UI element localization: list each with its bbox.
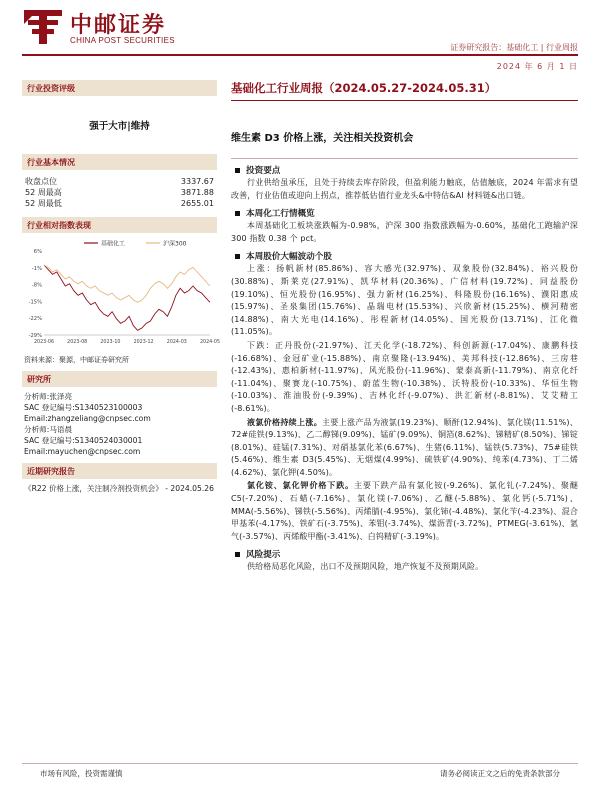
stat-row [22, 187, 217, 198]
analyst-email[interactable]: Email:zhangzeliang@cnpsec.com [24, 414, 151, 423]
stat-value: 3337.67 [180, 177, 214, 186]
y-tick-label: -22% [28, 316, 42, 323]
chart-source: 资料来源：聚源，中邮证券研究所 [24, 356, 129, 364]
legend-label: 基础化工 [101, 240, 126, 248]
paragraph: 上涨：扬帆新材(85.86%)、容大感光(32.97%)、双象股份(32.84%)、裕兴股份(30.88%)、斯莱克(27.91%)、凯华材料(20.36%)、广信材料(19.72%)、同益股份(19.10%)、恒光股份(16.95%)、强力新材(16.25%)、科隆股份(16.16%)、濮阳惠成(15.97%)、圣泉集团(15.76%)、晶瑞电材(15.53%)、兴欣新材(15.25%)、横河精密(14.88%)、南大光电(14.16%)、彤程新材(14.05%)、国光股份(13.71%)、江化微(11.05%)。 [231, 264, 578, 337]
analyst-email[interactable]: Email:mayuchen@cnpsec.com [24, 447, 141, 456]
main-content [231, 80, 578, 574]
rating-heading: 行业投资评级 [22, 80, 217, 96]
research-heading: 研究所 [22, 371, 217, 387]
section-heading: 本周股价大幅波动个股 [231, 250, 578, 262]
china-post-logo-icon [22, 6, 64, 46]
y-tick-label: 6% [33, 249, 42, 255]
stat-row [22, 198, 217, 209]
line-chart-svg [22, 235, 221, 353]
paragraph: 下跌：正丹股份(-21.97%)、江天化学(-18.72%)、科创新源(-17.04%)、康鹏科技(-16.68%)、金冠矿业(-15.88%)、南京聚隆(-13.94%)、美邦科技(-12.86%)、三房巷(-12.43%)、惠柏新材(-11.97%)、风光股份(-11.96%)、蒙泰高新(-11.79%)、南京化纤(-11.04%)、聚赛龙(-10.75%)、蔚蓝生物(-10.38%)、沃特股份(-10.33%)、华恒生物(-10.03%)、淮油股份(-9.39%)、吉林化纤(-9.07%)、洪汇新材(-8.81%)、艾艾精工(-8.61%)。 [231, 340, 578, 413]
company-logo [22, 6, 222, 50]
x-tick-label: 2024-05 [199, 340, 221, 345]
analyst-sac: SAC 登记编号:S1340523100003 [24, 403, 143, 412]
paragraph: 供给格局恶化风险，出口不及预期风险，地产恢复不及预期风险。 [247, 562, 484, 572]
report-subtitle: 维生素 D3 价格上涨，关注相关投资机会 [231, 133, 414, 144]
section-heading: 本周化工行情概览 [231, 207, 578, 219]
section-heading: 风险提示 [231, 548, 578, 560]
recent-reports-heading: 近期研究报告 [22, 463, 217, 479]
header-divider [22, 54, 578, 56]
stat-label: 52 周最高 [25, 188, 62, 197]
bold-lead: 液氯价格持续上涨。 [247, 417, 323, 427]
logo-text-en: CHINA POST SECURITIES [70, 36, 175, 45]
paragraph: 行业供给虽承压，且处于持续去库存阶段，但盈利能力触底，估值触底，2024 年需求有望改善，行业估值或迎向上拐点，推荐低估值行业龙头&中特估&AI 材料链&出口链。 [231, 178, 578, 200]
industry-rating: 强于大市|维持 [89, 121, 150, 132]
square-bullet-icon [235, 211, 240, 216]
basic-info-heading: 行业基本情况 [22, 154, 217, 170]
recent-report-link[interactable]: 《R22 价格上涨，关注制冷剂投资机会》 - 2024.05.26 [24, 484, 214, 493]
stat-value: 3871.88 [180, 188, 214, 197]
paragraph: 液氯价格持续上涨。主要上涨产品为液氯(19.23%)、顺酐(12.94%)、氯化镁(11.51%)、72#硅铁(9.13%)、乙二醇锑(9.09%)、锰矿(9.09%)、铜箔(8.62%)、锑精矿(8.50%)、锑锭(8.01%)、硅锰(7.31%)、对硝基氯化苯(6.67%)、生猪(6.11%)、锰铁(5.73%)、75#硅铁(5.46%)、维生素 D3(5.45%)、无烟煤(4.99%)、硫铁矿(4.90%)、纯苯(4.73%)、丁二烯(4.62%)、氯化钾(4.50%)。 [231, 417, 578, 477]
footer-divider [22, 763, 578, 764]
y-tick-label: -1% [31, 265, 42, 272]
square-bullet-icon [235, 168, 240, 173]
stat-row [22, 176, 217, 187]
relative-index-heading: 行业相对指数表现 [22, 217, 217, 233]
analyst-name: 分析师:马语晨 [24, 425, 73, 434]
report-type: 证券研究报告：基础化工 | 行业周报 [450, 43, 578, 52]
stat-label: 收盘点位 [25, 177, 57, 186]
square-bullet-icon [235, 552, 240, 557]
subtitle-divider [231, 158, 578, 159]
report-title: 基础化工行业周报（2024.05.27-2024.05.31） [231, 81, 497, 95]
footer-disclaimer-note: 请务必阅读正文之后的免责条款部分 [440, 769, 560, 778]
bold-lead: 氯化铵、氯化钾价格下跌。 [247, 481, 355, 491]
logo-text-cn: 中邮证券 [70, 13, 167, 38]
x-tick-label: 2024-03 [166, 340, 187, 345]
x-tick-label: 2023-06 [33, 340, 55, 345]
left-sidebar [22, 80, 221, 495]
paragraph: 氯化铵、氯化钾价格下跌。主要下跌产品有氯化铵(-9.26%)、氯化钆(-7.24%)、聚醚 C5(-7.20%)、石蜡(-7.16%)、氯化镁(-7.06%)、乙醚(-5.88%)、氯化钙(-5.71%)、MMA(-5.56%)、锑铁(-5.56%)、丙烯腈(-4.95%)、氯化铈(-4.48%)、氯化苄(-4.23%)、混合甲基苯(-4.17%)、铁矿石(-3.75%)、苯钼(-3.74%)、煤沥青(-3.72%)、PTMEG(-3.61%)、氩气(-3.57%)、丙烯酸甲酯(-3.41%)、白钨精矿(-3.19%)。 [231, 481, 578, 541]
analyst-sac: SAC 登记编号:S1340524030001 [24, 436, 143, 445]
stat-value: 2655.01 [180, 199, 214, 208]
footer-risk-note: 市场有风险，投资需谨慎 [40, 769, 123, 778]
x-tick-label: 2023-12 [133, 340, 154, 345]
relative-index-chart [22, 235, 221, 353]
y-tick-label: -15% [28, 299, 42, 306]
series-line [44, 265, 210, 330]
section-heading: 投资要点 [231, 164, 578, 176]
x-tick-label: 2023-10 [100, 340, 121, 345]
report-date: 2024 年 6 月 1 日 [496, 62, 578, 71]
square-bullet-icon [235, 254, 240, 259]
y-tick-label: -29% [28, 333, 42, 339]
y-tick-label: -8% [31, 282, 42, 289]
stat-label: 52 周最低 [25, 199, 62, 208]
analyst-name: 分析师:张泽亮 [24, 392, 73, 401]
title-divider [231, 100, 578, 101]
x-tick-label: 2023-08 [67, 340, 88, 345]
legend-label: 沪深300 [163, 240, 187, 248]
paragraph: 本周基础化工板块涨跌幅为-0.98%，沪深 300 指数涨跌幅为-0.60%，基础化工跑输沪深 300 指数 0.38 个 pct。 [231, 221, 578, 243]
